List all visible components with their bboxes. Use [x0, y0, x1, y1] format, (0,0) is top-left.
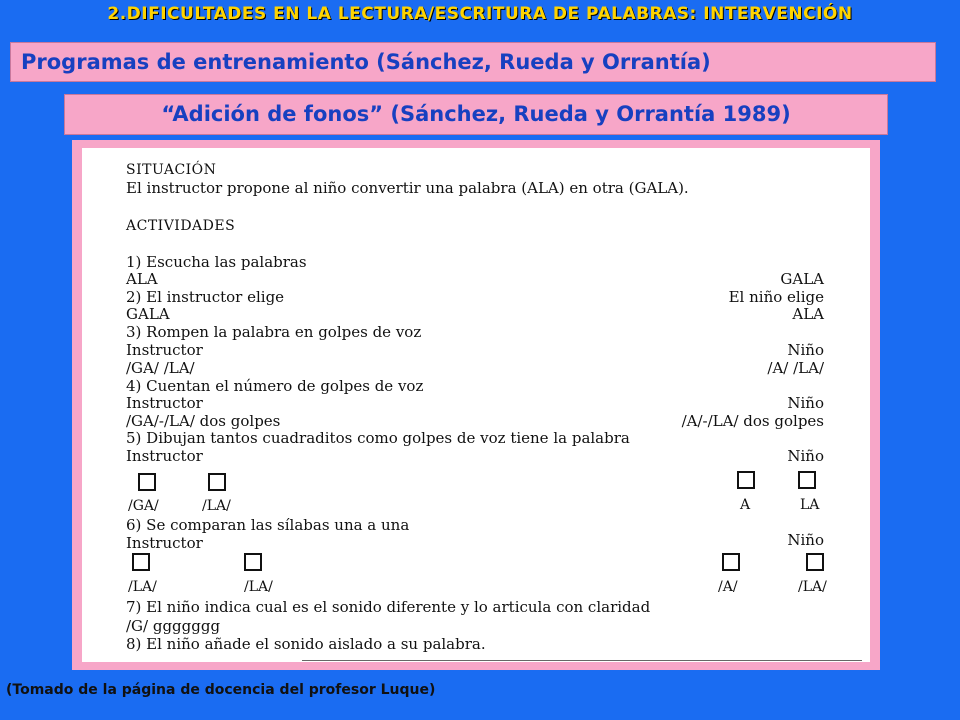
box-label: LA: [800, 497, 820, 513]
nino-label: Niño: [787, 531, 824, 549]
activity-title-banner: [64, 94, 888, 135]
situacion-text: El instructor propone al niño convertir una palabra (ALA) en otra (GALA).: [126, 179, 689, 197]
step-8: 8) El niño añade el sonido aislado a su palabra.: [126, 635, 486, 653]
situacion-heading: SITUACIÓN: [126, 162, 217, 178]
syllable-box: [244, 553, 262, 571]
step-1-right: GALA: [780, 270, 824, 288]
source-credit: (Tomado de la página de docencia del profesor Luque): [6, 682, 436, 698]
section-title: 2.DIFICULTADES EN LA LECTURA/ESCRITURA DE PALABRAS: INTERVENCIÓN: [107, 4, 853, 24]
box-label: A: [740, 497, 751, 513]
nino-label: Niño: [787, 447, 824, 465]
syllable-box: [722, 553, 740, 571]
step-2-left-word: GALA: [126, 305, 170, 323]
step-3-left: /GA/ /LA/: [126, 359, 195, 377]
box-label: /LA/: [128, 579, 157, 595]
step-3: 3) Rompen la palabra en golpes de voz: [126, 323, 422, 341]
step-4-right: /A/-/LA/ dos golpes: [681, 412, 824, 430]
box-label: /A/: [718, 579, 738, 595]
activity-title-text: “Adición de fonos” (Sánchez, Rueda y Orrantía 1989): [161, 102, 791, 126]
step-4-left: /GA/-/LA/ dos golpes: [126, 412, 281, 430]
box-label: /GA/: [128, 498, 159, 514]
nino-label: Niño: [787, 341, 824, 359]
step-1-left: ALA: [126, 270, 158, 288]
step-2-right-word: ALA: [792, 305, 824, 323]
step-6: 6) Se comparan las sílabas una a una: [126, 516, 410, 534]
instructor-label: Instructor: [126, 341, 203, 359]
instructor-label: Instructor: [126, 394, 203, 412]
box-label: /LA/: [244, 579, 273, 595]
step-2: 2) El instructor elige: [126, 288, 285, 306]
syllable-box: [208, 473, 226, 491]
step-4: 4) Cuentan el número de golpes de voz: [126, 377, 424, 395]
syllable-box: [798, 471, 816, 489]
step-2-right: El niño elige: [728, 288, 824, 306]
box-label: /LA/: [202, 498, 231, 514]
step-1: 1) Escucha las palabras: [126, 253, 307, 271]
step-5: 5) Dibujan tantos cuadraditos como golpes de voz tiene la palabra: [126, 429, 630, 447]
document-frame: [72, 140, 880, 670]
instructor-label: Instructor: [126, 447, 203, 465]
syllable-box: [132, 553, 150, 571]
subtitle-text: Programas de entrenamiento (Sánchez, Rueda y Orrantía): [21, 50, 711, 74]
nino-label: Niño: [787, 394, 824, 412]
box-label: /LA/: [798, 579, 827, 595]
syllable-box: [138, 473, 156, 491]
subtitle-banner: [10, 42, 936, 82]
scan-edge-line: [302, 660, 862, 661]
actividades-heading: ACTIVIDADES: [126, 218, 236, 234]
syllable-box: [806, 553, 824, 571]
scanned-document: [82, 148, 870, 662]
syllable-box: [737, 471, 755, 489]
step-7: 7) El niño indica cual es el sonido diferente y lo articula con claridad: [126, 598, 651, 616]
step-3-right: /A/ /LA/: [767, 359, 824, 377]
step-7-sound: /G/ ggggggg: [126, 617, 221, 635]
instructor-label: Instructor: [126, 534, 203, 552]
